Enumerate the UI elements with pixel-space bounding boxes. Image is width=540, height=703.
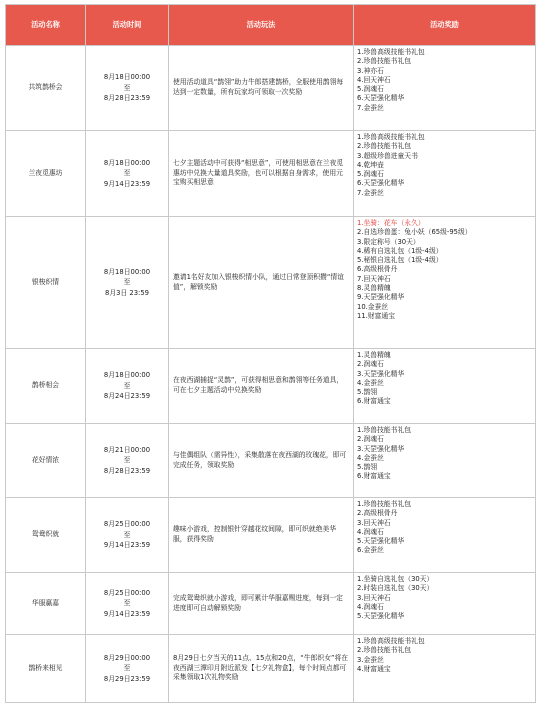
time-start: 8月25日00:00 xyxy=(103,520,151,529)
reward-item: 4.润魂石 xyxy=(357,602,384,611)
reward-item: 11.财富通宝 xyxy=(357,311,395,320)
time-start: 8月25日00:00 xyxy=(103,588,151,597)
activity-reward-cell xyxy=(354,217,536,349)
reward-item: 8.灵兽精魄 xyxy=(357,284,391,293)
reward-item: 9.天罡强化精华 xyxy=(357,293,405,302)
time-start: 8月18日00:00 xyxy=(103,73,151,82)
reward-item: 4.稀有自选礼包（1级-4级） xyxy=(357,246,443,255)
activity-name: 鹊桥来相见 xyxy=(28,663,63,672)
activity-name: 花好情浓 xyxy=(31,455,60,464)
activity-table xyxy=(5,4,536,703)
reward-item: 6.高级根骨丹 xyxy=(357,265,398,274)
time-end: 8月28日23:59 xyxy=(103,94,151,103)
time-sep: 至 xyxy=(123,599,131,608)
time-end: 9月14日23:59 xyxy=(103,541,151,550)
activity-description: 完成鸳鸯织就小游戏，即可累计华服嘉赐进度，每到一定进度即可自动解锁奖励 xyxy=(173,593,343,612)
activity-description: 使用活动道具“鹊翎”助力牛郎搭建鹊桥，全服使用鹊翎每达到一定数量，所有玩家均可领取一次奖励 xyxy=(173,78,344,96)
activity-reward-cell xyxy=(354,635,536,703)
time-start: 8月21日00:00 xyxy=(103,445,151,454)
table-row xyxy=(6,573,536,635)
reward-item: 2.润魂石 xyxy=(357,435,384,444)
reward-item: 3.天罡强化精华 xyxy=(357,444,405,453)
activity-time-cell xyxy=(86,424,169,498)
activity-description-cell xyxy=(169,217,354,349)
time-sep: 至 xyxy=(123,83,131,92)
time-sep: 至 xyxy=(123,664,131,673)
reward-item: 3.天罡强化精华 xyxy=(357,369,405,378)
reward-item: 5.天罡强化精华 xyxy=(357,537,405,546)
reward-item: 5.鹊翎 xyxy=(357,388,378,397)
reward-item: 2.时装自选礼包（30天） xyxy=(357,584,434,593)
activity-time-cell xyxy=(86,498,169,573)
activity-name-cell xyxy=(6,424,86,498)
table-row xyxy=(6,46,536,131)
activity-description-cell xyxy=(169,131,354,217)
reward-item: 5.秘银自选礼包（1级-4级） xyxy=(357,256,443,265)
reward-item: 5.天罡强化精华 xyxy=(357,612,405,621)
reward-item: 6.天罡强化精华 xyxy=(357,179,405,188)
reward-item: 7.金蚕丝 xyxy=(357,103,384,112)
reward-item: 4.金蚕丝 xyxy=(357,378,384,387)
table-row xyxy=(6,217,536,349)
activity-name: 鸳鸯织就 xyxy=(31,530,60,539)
activity-description: 在夜西湖捕捉“灵鹊”，可获得相思意和鹊翎等任务道具，可在七夕主题活动中兑换奖励 xyxy=(173,376,344,394)
reward-item: 1.坐骑自选礼包（30天） xyxy=(357,575,434,583)
reward-item: 2.高级根骨丹 xyxy=(357,509,398,518)
activity-time-cell xyxy=(86,46,169,131)
activity-name: 华服赢嘉 xyxy=(31,598,60,607)
activity-time-cell xyxy=(86,635,169,703)
activity-description-cell xyxy=(169,635,354,703)
activity-name-cell xyxy=(6,217,86,349)
activity-time-cell xyxy=(86,131,169,217)
reward-item: 1.珍兽高级技能书礼包 xyxy=(357,48,425,56)
activity-description: 与佳偶组队（需异性），采集散落在夜西湖的玫瑰花，即可完成任务，领取奖励 xyxy=(173,450,347,469)
time-end: 9月14日23:59 xyxy=(103,609,151,618)
reward-item: 4.润魂石 xyxy=(357,527,384,536)
activity-name: 兰夜觅惠坊 xyxy=(28,168,63,177)
reward-item: 5.润魂石 xyxy=(357,85,384,94)
table-row xyxy=(6,635,536,703)
reward-item: 4.乾坤壶 xyxy=(357,160,384,169)
activity-reward-cell xyxy=(354,498,536,573)
reward-item: 6.金蚕丝 xyxy=(357,546,384,555)
time-end: 8月28日23:59 xyxy=(103,466,151,475)
time-sep: 至 xyxy=(123,456,131,465)
reward-item: 5.润魂石 xyxy=(357,170,384,179)
table-row xyxy=(6,424,536,498)
reward-item: 1.珍兽高级技能书礼包 xyxy=(357,133,425,141)
reward-item: 3.超级珍兽进童天书 xyxy=(357,151,418,160)
header-activity-reward: 活动奖励 xyxy=(354,5,536,46)
reward-item: 3.金蚕丝 xyxy=(357,655,384,664)
activity-reward-cell xyxy=(354,349,536,424)
reward-item: 5.鹊翎 xyxy=(357,463,378,472)
reward-item: 7.金蚕丝 xyxy=(357,188,384,197)
activity-description: 邀请1名好友加入银梭织情小队，通过日常登顶积攒“情谊值”，解锁奖励 xyxy=(173,272,344,291)
activity-description-cell xyxy=(169,349,354,424)
activity-name: 银梭织情 xyxy=(31,277,60,286)
activity-description: 七夕主题活动中可获得“相思意”，可使用相思意在兰夜觅惠坊中兑换大量道具奖励，也可以根据自身需求，使用元宝购买相思意 xyxy=(173,158,344,187)
reward-item: 1.坐骑：花车（永久） xyxy=(357,219,425,227)
activity-description: 趣味小游戏，控制银针穿越花纹间隙，即可织就绝美华服，获得奖励 xyxy=(173,525,337,543)
activity-description: 8月29日七夕当天的11点、15点和20点，“牛郎织女”将在夜西湖三潭印月附近派发【七夕礼物盒】，每个时间点都可采集领取1次礼物奖励 xyxy=(173,653,349,682)
reward-item: 2.润魂石 xyxy=(357,360,384,369)
time-start: 8月18日00:00 xyxy=(103,371,151,380)
activity-reward-cell xyxy=(354,46,536,131)
activity-reward-cell xyxy=(354,131,536,217)
activity-description-cell xyxy=(169,498,354,573)
reward-item: 6.天罡强化精华 xyxy=(357,94,405,103)
activity-description-cell xyxy=(169,573,354,635)
time-end: 8月3日 23:59 xyxy=(105,288,149,297)
time-sep: 至 xyxy=(123,381,131,390)
reward-item: 6.财富通宝 xyxy=(357,472,391,481)
activity-time-cell xyxy=(86,573,169,635)
reward-item: 7.回天神石 xyxy=(357,274,391,283)
time-sep: 至 xyxy=(123,530,131,539)
activity-name-cell xyxy=(6,349,86,424)
reward-item: 3.限定称号（30天） xyxy=(357,237,420,246)
time-start: 8月29日00:00 xyxy=(103,653,151,662)
activity-table-container xyxy=(5,4,535,703)
activity-time-cell xyxy=(86,217,169,349)
activity-name-cell xyxy=(6,131,86,217)
time-start: 8月18日00:00 xyxy=(103,158,151,167)
table-row xyxy=(6,498,536,573)
time-end: 9月14日23:59 xyxy=(103,179,151,188)
reward-item: 1.珍兽高级技能书礼包 xyxy=(357,637,425,645)
header-activity-time: 活动时间 xyxy=(86,5,169,46)
table-row xyxy=(6,349,536,424)
table-body xyxy=(6,46,536,703)
time-sep: 至 xyxy=(123,169,131,178)
header-activity-name: 活动名称 xyxy=(6,5,86,46)
reward-item: 2.珍兽技能书礼包 xyxy=(357,646,412,655)
activity-name-cell xyxy=(6,498,86,573)
reward-item: 4.回天神石 xyxy=(357,75,391,84)
activity-description-cell xyxy=(169,424,354,498)
reward-item: 1.珍兽技能书礼包 xyxy=(357,426,412,434)
reward-item: 3.回天神石 xyxy=(357,593,391,602)
activity-description-cell xyxy=(169,46,354,131)
reward-item: 10.金蚕丝 xyxy=(357,302,389,311)
activity-name-cell xyxy=(6,573,86,635)
table-header-row xyxy=(6,5,536,46)
time-sep: 至 xyxy=(123,278,131,287)
reward-item: 3.神亦石 xyxy=(357,66,384,75)
activity-name: 共筑鹊桥会 xyxy=(28,83,63,92)
reward-item: 1.灵兽精魄 xyxy=(357,351,391,359)
reward-item: 6.财富通宝 xyxy=(357,397,391,406)
reward-item: 2.珍兽技能书礼包 xyxy=(357,57,412,66)
activity-name-cell xyxy=(6,635,86,703)
table-row xyxy=(6,131,536,217)
time-start: 8月18日00:00 xyxy=(103,267,151,276)
time-end: 8月24日23:59 xyxy=(103,392,151,401)
time-end: 8月29日23:59 xyxy=(103,674,151,683)
header-activity-play: 活动玩法 xyxy=(169,5,354,46)
reward-item: 1.珍兽技能书礼包 xyxy=(357,500,412,508)
reward-item: 3.回天神石 xyxy=(357,518,391,527)
activity-name-cell xyxy=(6,46,86,131)
reward-item: 2.珍兽技能书礼包 xyxy=(357,142,412,151)
reward-item: 2.自选珍兽蛋：兔小妖（65级-95级） xyxy=(357,228,472,237)
reward-item: 4.财富通宝 xyxy=(357,664,391,673)
activity-reward-cell xyxy=(354,424,536,498)
reward-item: 4.金蚕丝 xyxy=(357,453,384,462)
activity-reward-cell xyxy=(354,573,536,635)
activity-name: 鹊桥相会 xyxy=(31,381,60,390)
activity-time-cell xyxy=(86,349,169,424)
